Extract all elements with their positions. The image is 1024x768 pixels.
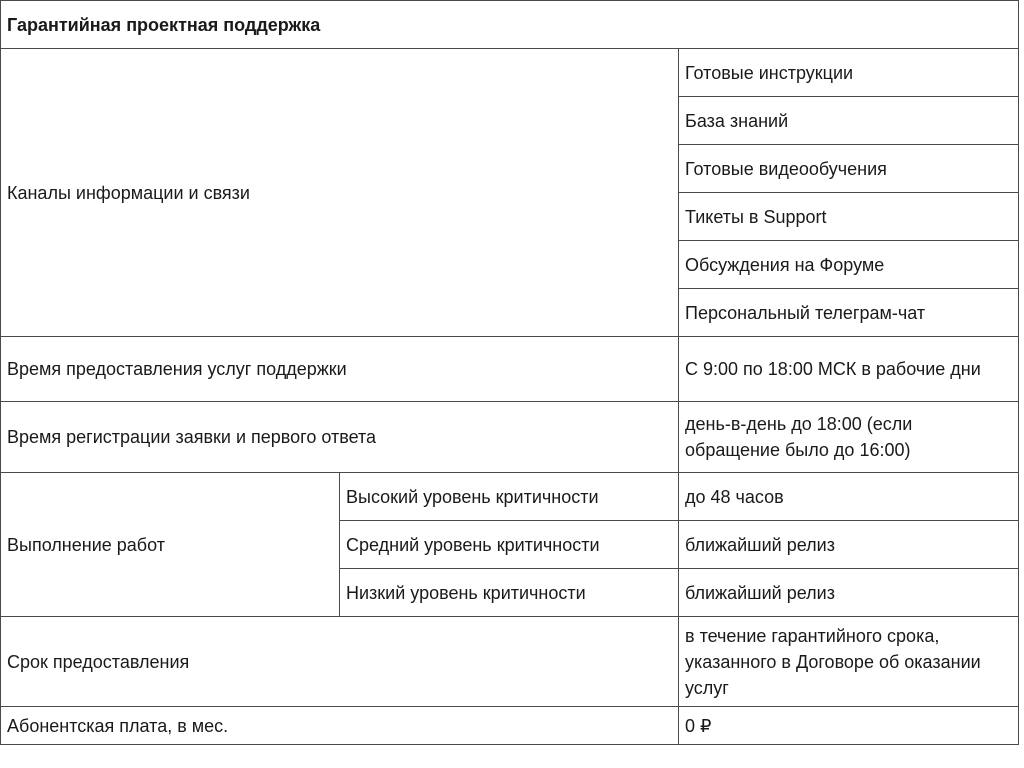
registration-time-label: Время регистрации заявки и первого ответа <box>1 402 679 473</box>
channel-item-forum: Обсуждения на Форуме <box>679 241 1019 289</box>
criticality-low-label: Низкий уровень критичности <box>340 569 679 617</box>
table-row <box>1 707 1019 745</box>
service-time-label: Время предоставления услуг поддержки <box>1 337 679 402</box>
table-row <box>1 402 1019 473</box>
service-time-value: С 9:00 по 18:00 МСК в рабочие дни <box>679 337 1019 402</box>
criticality-high-value: до 48 часов <box>679 473 1019 521</box>
channel-item-instructions: Готовые инструкции <box>679 49 1019 97</box>
fee-label: Абонентская плата, в мес. <box>1 707 679 745</box>
channel-item-knowledge-base: База знаний <box>679 97 1019 145</box>
criticality-high-label: Высокий уровень критичности <box>340 473 679 521</box>
channels-label: Каналы информации и связи <box>1 49 679 337</box>
table-row <box>1 617 1019 707</box>
title-row <box>1 1 1019 49</box>
criticality-medium-label: Средний уровень критичности <box>340 521 679 569</box>
registration-time-value: день-в-день до 18:00 (если обращение было до 16:00) <box>679 402 1019 473</box>
fee-value: 0 ₽ <box>679 707 1019 745</box>
table-row <box>1 49 1019 97</box>
term-label: Срок предоставления <box>1 617 679 707</box>
criticality-low-value: ближайший релиз <box>679 569 1019 617</box>
criticality-medium-value: ближайший релиз <box>679 521 1019 569</box>
term-value: в течение гарантийного срока, указанного в Договоре об оказании услуг <box>679 617 1019 707</box>
channel-item-video-training: Готовые видеообучения <box>679 145 1019 193</box>
table-row <box>1 337 1019 402</box>
execution-label: Выполнение работ <box>1 473 340 617</box>
channel-item-support-tickets: Тикеты в Support <box>679 193 1019 241</box>
table-title: Гарантийная проектная поддержка <box>1 1 1019 49</box>
table-row <box>1 473 1019 521</box>
channel-item-telegram-chat: Персональный телеграм-чат <box>679 289 1019 337</box>
